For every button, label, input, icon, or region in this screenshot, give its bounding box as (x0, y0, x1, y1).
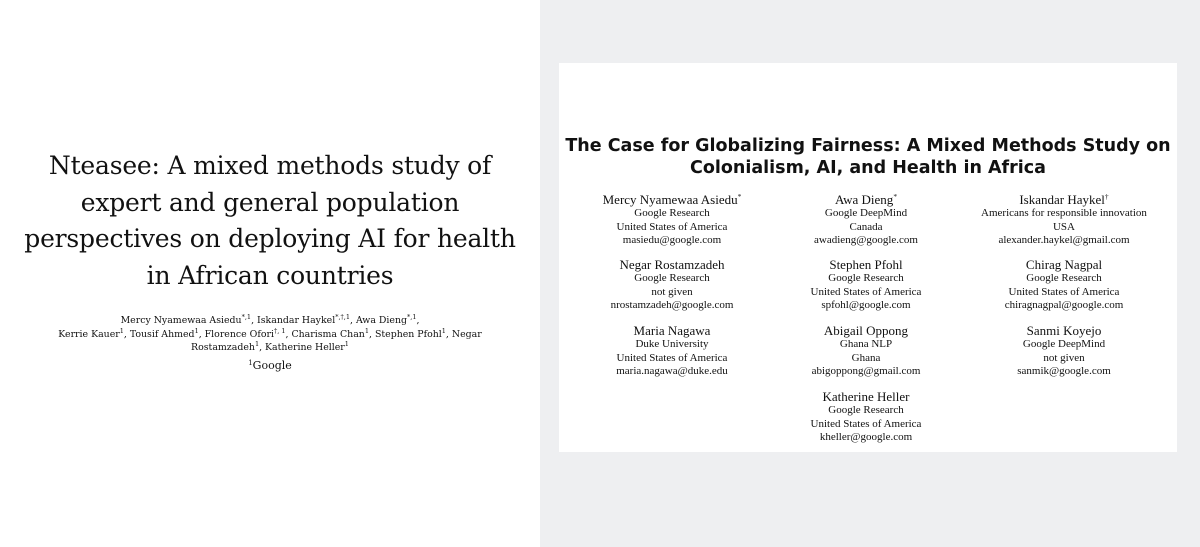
author-sup: *,†,1 (335, 313, 350, 321)
author-sup: 1 (119, 326, 124, 335)
author-email: abigoppong@gmail.com (811, 365, 921, 377)
author-block (587, 257, 757, 313)
right-paper-title (559, 135, 1177, 179)
author-name: Katherine Heller (265, 342, 345, 353)
author-country: United States of America (810, 417, 922, 430)
author-block (587, 192, 757, 248)
author-name: Charisma Chan (291, 328, 365, 340)
author-name: Iskandar Haykel (1019, 192, 1105, 207)
author-name: Awa Dieng (355, 315, 407, 326)
author-country: United States of America (810, 285, 922, 298)
author-name: Kerrie Kauer (58, 328, 120, 340)
author-name: Katherine Heller (822, 389, 910, 404)
author-org: Duke University (635, 338, 709, 350)
author-email: maria.nagawa@duke.edu (616, 365, 728, 377)
author-name-line (959, 192, 1169, 207)
author-org: Google Research (828, 272, 904, 284)
author-name: Stephen Pfohl (829, 257, 903, 272)
author-sup: 1 (254, 340, 260, 348)
author-org: Google Research (634, 272, 710, 284)
author-name-part: Negar (451, 328, 482, 340)
author-block (781, 192, 951, 248)
author-name-line (781, 192, 951, 207)
author-block (781, 389, 951, 445)
affiliation-name: Google (252, 359, 292, 372)
author-name: Negar Rostamzadeh (619, 257, 725, 272)
author-email: nrostamzadeh@google.com (610, 299, 734, 311)
author-name: Florence Ofori (204, 328, 274, 340)
author-name-line (781, 257, 951, 272)
author-line: Rostamzadeh$^1$, Katherine Heller$^1$ (191, 340, 349, 353)
author-sup: *,1 (407, 313, 417, 321)
author-name: Chirag Nagpal (1025, 257, 1103, 272)
title-line: The Case for Globalizing Fairness: A Mixed Methods Study on (565, 136, 1171, 156)
author-sup: 1 (344, 340, 349, 348)
author-name-part: Rostamzadeh (191, 342, 255, 353)
author-block (781, 323, 951, 379)
author-email: awadieng@google.com (814, 234, 918, 246)
author-mark: † (1104, 192, 1109, 201)
author-sup: 1 (441, 326, 446, 335)
author-country: Ghana (851, 351, 881, 364)
author-email: kheller@google.com (819, 431, 913, 443)
author-name-line (959, 257, 1169, 272)
author-org: Ghana NLP (839, 338, 893, 350)
affiliation-sup: 1 (248, 359, 253, 367)
author-name-line (587, 323, 757, 338)
author-name: Sanmi Koyejo (1026, 323, 1102, 338)
author-name-line (781, 323, 951, 338)
author-country: not given (1043, 351, 1085, 364)
author-org: Google Research (634, 207, 710, 219)
author-line: Mercy Nyamewaa Asiedu$^{*,1}$, Iskandar Haykel$^{*,\dagger,1}$, Awa Dieng$^{*,1}$, (120, 313, 420, 326)
author-email: chiragnagpal@google.com (1004, 299, 1124, 311)
left-paper-title (20, 148, 520, 294)
author-country: United States of America (1008, 285, 1120, 298)
author-email: spfohl@google.com (821, 299, 911, 311)
author-country: Canada (849, 220, 883, 233)
author-org: Google Research (828, 404, 904, 416)
author-line: Kerrie Kauer$^1$, Tousif Ahmed$^1$, Florence Ofori$^{\dagger, 1}$, Charisma Chan$^1$, Stephen Pfohl$^1$, Negar (58, 326, 482, 340)
author-name-line (959, 323, 1169, 338)
title-line: Nteasee: A mixed methods study of (48, 151, 492, 180)
author-mark: * (737, 192, 742, 201)
author-email: sanmik@google.com (1017, 365, 1111, 377)
author-country: USA (1052, 220, 1075, 233)
author-sup: *,1 (241, 313, 252, 321)
title-line: expert and general population (80, 187, 460, 217)
author-country: United States of America (616, 220, 728, 233)
author-block (959, 192, 1169, 248)
author-name: Maria Nagawa (633, 323, 711, 338)
left-affiliation (40, 359, 500, 372)
author-name-line (587, 192, 757, 207)
author-name-line (587, 257, 757, 272)
author-name: Mercy Nyamewaa Asiedu (602, 192, 738, 207)
author-org: Google Research (1026, 272, 1102, 284)
right-paper-header (559, 63, 1177, 452)
author-name: Awa Dieng (834, 192, 894, 207)
author-email: masiedu@google.com (622, 234, 722, 246)
author-org: Americans for responsible innovation (981, 207, 1147, 219)
title-line: in African countries (146, 260, 394, 290)
author-block (587, 323, 757, 379)
left-author-list (40, 314, 500, 355)
author-block (959, 257, 1169, 313)
author-sup: 1 (364, 326, 369, 335)
author-org: Google DeepMind (824, 207, 908, 219)
author-name: Abigail Oppong (823, 323, 909, 338)
left-paper-header (0, 0, 540, 547)
author-sup: †, 1 (273, 326, 286, 335)
author-mark: * (893, 192, 898, 201)
author-email: alexander.haykel@gmail.com (998, 234, 1130, 246)
author-block (781, 257, 951, 313)
title-line: perspectives on deploying AI for health (24, 224, 516, 253)
author-sup: 1 (194, 326, 199, 335)
author-name: Tousif Ahmed (129, 328, 195, 340)
title-line: Colonialism, AI, and Health in Africa (690, 158, 1046, 178)
author-name-line (781, 389, 951, 404)
author-block (959, 323, 1169, 379)
author-country: not given (651, 285, 693, 298)
author-country: United States of America (616, 351, 728, 364)
author-name: Stephen Pfohl (374, 328, 442, 340)
author-org: Google DeepMind (1022, 338, 1106, 350)
author-name: Mercy Nyamewaa Asiedu (120, 315, 242, 326)
author-name: Iskandar Haykel (257, 315, 336, 326)
